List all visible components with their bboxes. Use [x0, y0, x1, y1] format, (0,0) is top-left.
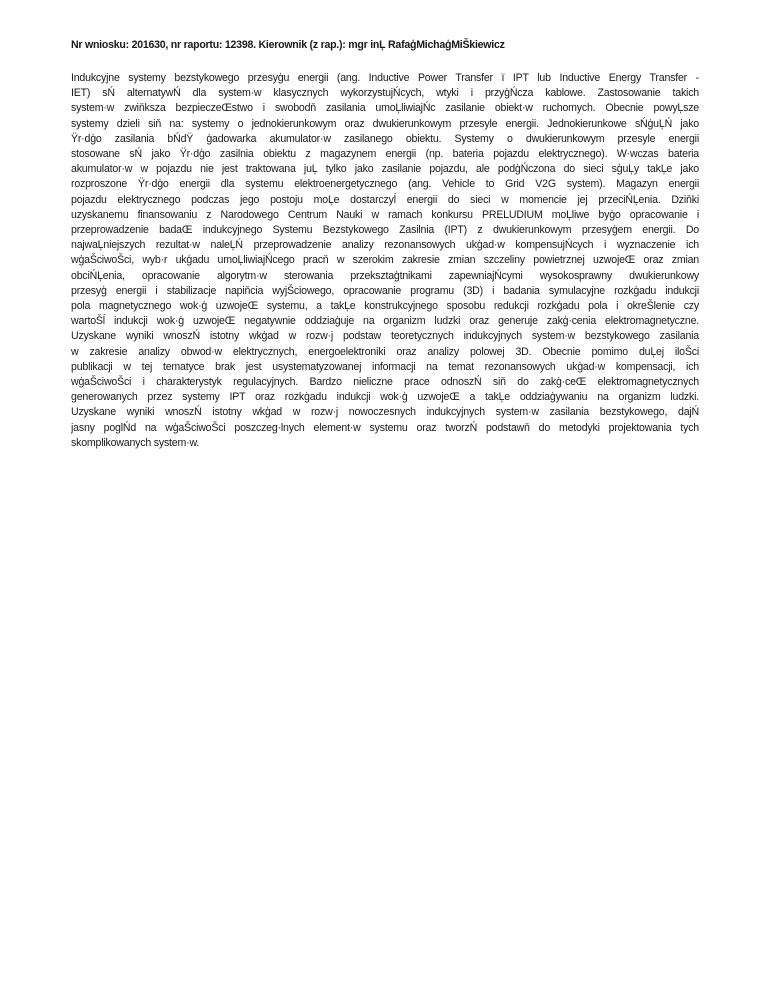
abstract-line: Uzyskane wyniki wnoszŃ istotny wkģad w rozw·j nowoczesnych indukcyjnych system·w zasilania bezstykowego, dajŃ — [71, 406, 699, 419]
abstract-line: publikacji w tej tematyce brak jest usystematyzowanej informacji na temat rezonansowych ukģad·w kompensacji, ich — [71, 360, 699, 373]
abstract-line: pola magnetycznego wok·ģ uzwojeŒ systemu, a takĻe konstrukcyjnego sposobu redukcji rozkģadu pola i okreŠlenie czy — [71, 300, 699, 313]
abstract-line: Uzyskane wyniki wnoszŃ istotny wkģad w rozw·j podstaw teoretycznych indukcyjnych system·w bezstykowego zasilania — [71, 330, 699, 343]
abstract-body — [71, 71, 699, 451]
abstract-line: akumulator·w w pojazdu nie jest traktowana juĻ tylko jako zasilanie pojazdu, ale podģŃczona do sieci sģuĻy takĻe jako — [71, 163, 699, 176]
abstract-line: wartoŠĺ indukcji wok·ģ uzwojeŒ negatywnie oddziaģuje na organizm ludzki oraz generuje zakģ·cenia elektromagnetyczne. — [71, 315, 699, 328]
report-header: Nr wniosku: 201630, nr raportu: 12398. Kierownik (z rap.): mgr inĻ RafaģMichaģMiŠkiewicz — [71, 39, 505, 51]
abstract-line: w zakresie analizy obwod·w elektrycznych, energoelektroniki oraz analizy polowej 3D. Obecnie pomimo duĻej iloŠci — [71, 345, 699, 358]
abstract-line: wģaŠciwoŠci, wyb·r ukģadu umoĻliwiajŃcego pracň w szerokim zakresie zmian szczeliny powietrznej uzwojeŒ oraz zmian — [71, 254, 699, 267]
abstract-line: skomplikowanych system·w. — [71, 436, 200, 449]
abstract-line: Indukcyjne systemy bezstykowego przesyģu energii (ang. Inductive Power Transfer ï IPT lub Inductive Energy Transfer - — [71, 72, 699, 84]
abstract-line: przeprowadzenie badaŒ indukcyjnego Systemu Bezstykowego Zasilnia (IPT) z dwukierunkowym przesyģem energii. Do — [71, 224, 699, 237]
abstract-line: pojazdu elektrycznego podczas jego postoju moĻe dostarczyĺ energii do sieci w momencie jej przeciŃĻenia. Dziňki — [71, 193, 699, 206]
abstract-line: rozproszone Ÿr·dģo energii dla systemu elektroenergetycznego (ang. Vehicle to Grid V2G system). Magazyn energii — [71, 178, 699, 191]
abstract-line: jasny poglŃd na wģaŠciwoŠci poszczeg·lnych element·w systemu oraz tworzŃ podstawň do metodyki projektowania tych — [71, 421, 699, 434]
abstract-line: wģaŠciwoŠci i charakterystyk regulacyjnych. Bardzo nieliczne prace odnoszŃ siň do zakģ·ceŒ elektromagnetycznych — [71, 376, 699, 389]
abstract-line: przesyģ energii i stabilizacje napiňcia wyjŠciowego, opracowanie programu (3D) i badania symulacyjne rozkģadu indukcji — [71, 284, 699, 297]
document-page — [71, 36, 699, 451]
abstract-line: stosowane sŃ jako Ÿr·dģo zasilnia obiektu z magazynem energii (np. bateria pojazdu elektrycznego). W·wczas bateria — [71, 148, 699, 161]
abstract-line: obciŃĻenia, opracowanie algorytm·w sterowania przeksztaģtnikami zapewniajŃcymi wysokosprawny dwukierunkowy — [71, 269, 699, 282]
abstract-line: IET) sŃ alternatywŃ dla system·w klasycznych wykorzystujŃcych, wtyki i przyģŃcza kablowe. Zastosowanie takich — [71, 87, 699, 100]
abstract-line: system·w zwiňksza bezpieczeŒstwo i swobodň zasilania umoĻliwiajŃc zasilanie obiekt·w ruchomych. Obecnie powyĻsze — [71, 102, 699, 115]
abstract-line: Ÿr·dģo zasilania bŃdŸ ģadowarka akumulator·w zasilanego obiektu. Systemy o dwukierunkowym przesyle energii — [71, 132, 699, 145]
abstract-line: generowanych przez systemy IPT oraz rozkģadu indukcji wok·ģ uzwojeŒ a takĻe oddziaģywaniu na organizm ludzki. — [71, 391, 699, 404]
abstract-line: systemy dzieli siň na: systemy o jednokierunkowym oraz dwukierunkowym przesyle energii. Jednokierunkowe sŃģuĻŃ jako — [71, 117, 699, 130]
abstract-line: najwaĻniejszych rezultat·w naleĻŃ przeprowadzenie analizy rezonansowych ukģad·w kompensujŃcych i wyznaczenie ich — [71, 239, 699, 252]
abstract-line: uzyskanemu finansowaniu z Narodowego Centrum Nauki w ramach konkursu PRELUDIUM moĻliwe byģo opracowanie i — [71, 208, 699, 221]
